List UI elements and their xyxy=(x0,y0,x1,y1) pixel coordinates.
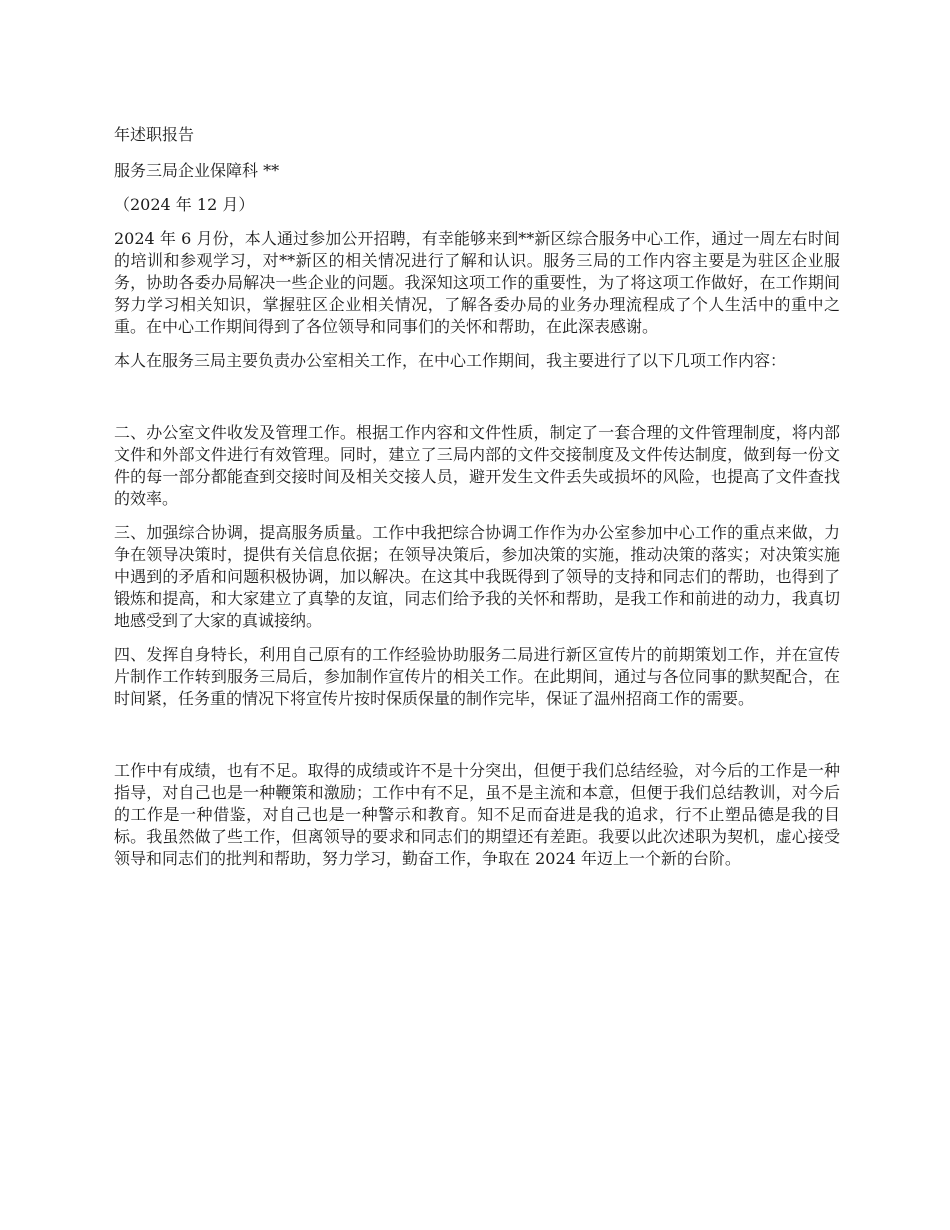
work-paragraph: 三、加强综合协调，提高服务质量。工作中我把综合协调工作作为办公室参加中心工作的重点来做，力争在领导决策时，提供有关信息依据；在领导决策后，参加决策的实施，推动决策的落实；对决策实施中遇到的矛盾和问题积极协调，加以解决。在这其中我既得到了领导的支持和同志们的帮助，也得到了锻炼和提高，和大家建立了真挚的友谊，同志们给予我的关怀和帮助，是我工作和前进的动力，我真切地感受到了大家的真诚接纳。 xyxy=(114,523,840,630)
document-title: 年述职报告 xyxy=(114,125,195,144)
conclusion-paragraph: 工作中有成绩，也有不足。取得的成绩或许不是十分突出，但便于我们总结经验，对今后的工作是一种指导，对自己也是一种鞭策和激励；工作中有不足，虽不是主流和本意，但便于我们总结教训，对今后的工作是一种借鉴，对自己也是一种警示和教育。知不足而奋进是我的追求，行不止塑品德是我的目标。我虽然做了些工作，但离领导的要求和同志们的期望还有差距。我要以此次述职为契机，虚心接受领导和同志们的批判和帮助，努力学习，勤奋工作，争取在 2024 年迈上一个新的台阶。 xyxy=(114,761,840,868)
intro-paragraph: 2024 年 6 月份，本人通过参加公开招聘，有幸能够来到**新区综合服务中心工作，通过一周左右时间的培训和参观学习，对**新区的相关情况进行了解和认识。服务三局的工作内容主要是为驻区企业服务，协助各委办局解决一些企业的问题。我深知这项工作的重要性，为了将这项工作做好，在工作期间努力学习相关知识，掌握驻区企业相关情况，了解各委办局的业务办理流程成了个人生活中的重中之重。在中心工作期间得到了各位领导和同事们的关怀和帮助，在此深表感谢。 xyxy=(114,229,840,336)
work-paragraph: 四、发挥自身特长，利用自己原有的工作经验协助服务二局进行新区宣传片的前期策划工作，并在宣传片制作工作转到服务三局后，参加制作宣传片的相关工作。在此期间，通过与各位同事的默契配合，在时间紧，任务重的情况下将宣传片按时保质保量的制作完毕，保证了温州招商工作的需要。 xyxy=(114,645,840,708)
blank-gap xyxy=(114,384,840,422)
document-date: （2024 年 12 月） xyxy=(114,195,255,214)
work-paragraph: 二、办公室文件收发及管理工作。根据工作内容和文件性质，制定了一套合理的文件管理制度，将内部文件和外部文件进行有效管理。同时，建立了三局内部的文件交接制度及文件传达制度，做到每一份文件的每一部分都能查到交接时间及相关交接人员，避开发生文件丢失或损坏的风险，也提高了文件查找的效率。 xyxy=(114,423,840,508)
blank-gap xyxy=(114,722,840,760)
document-page xyxy=(114,124,840,882)
intro-paragraph: 本人在服务三局主要负责办公室相关工作，在中心工作期间，我主要进行了以下几项工作内容： xyxy=(114,351,787,370)
document-author: 服务三局企业保障科 ** xyxy=(114,161,280,180)
